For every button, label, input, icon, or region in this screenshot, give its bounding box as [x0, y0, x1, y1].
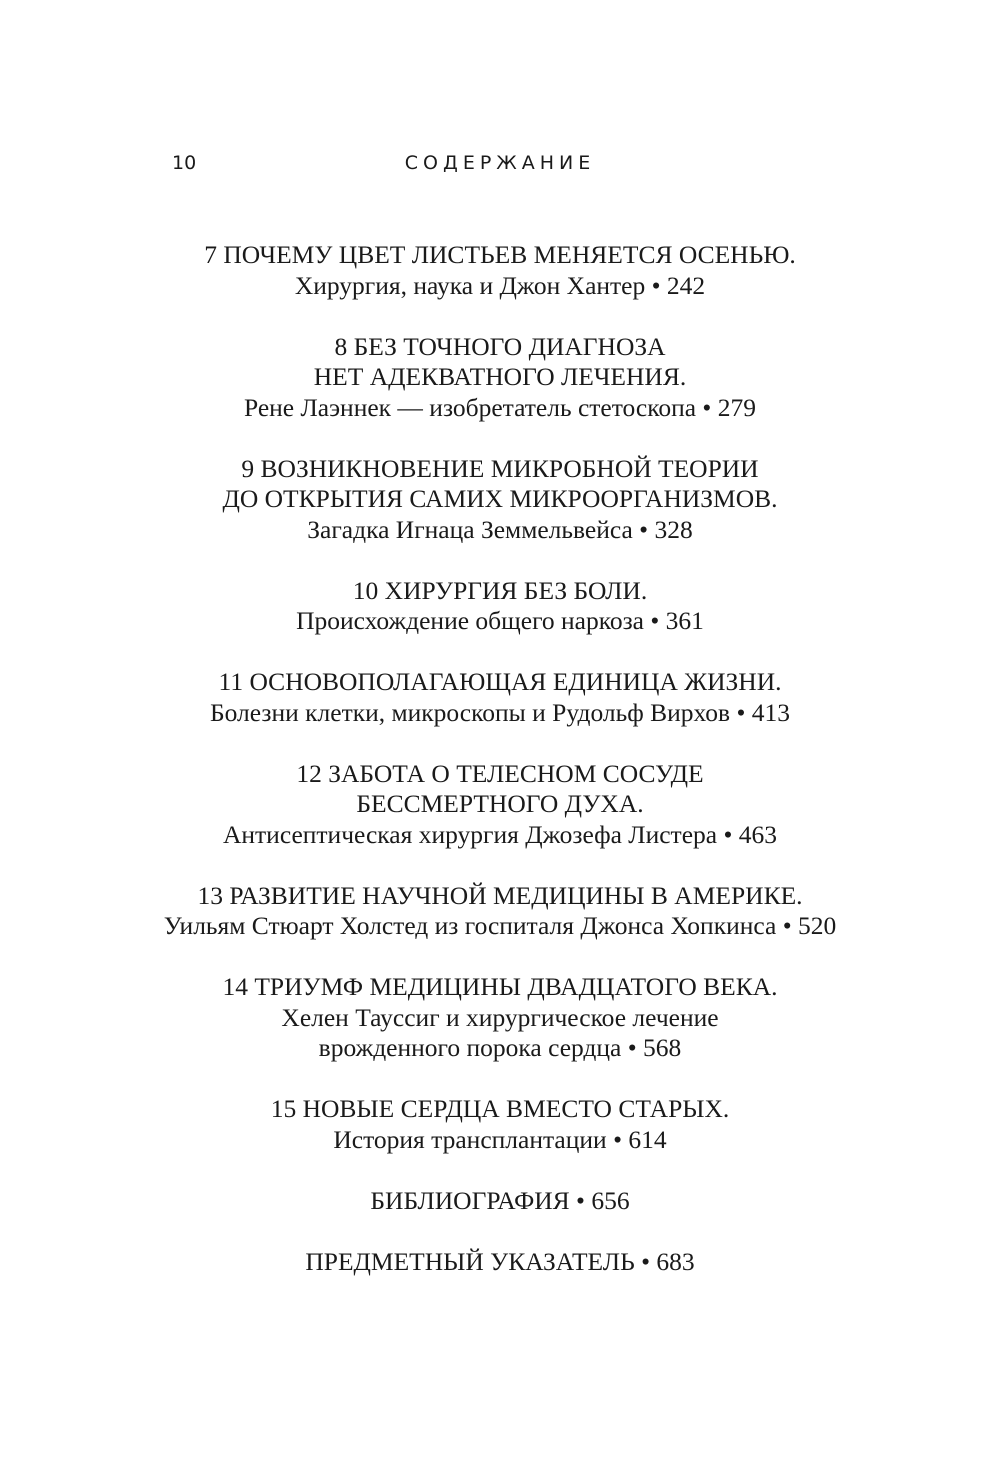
toc-entry-line: 8 БЕЗ ТОЧНОГО ДИАГНОЗА — [334, 331, 666, 361]
toc-entry-chapter-10[interactable] — [100, 576, 900, 637]
toc-entry-line: ПРЕДМЕТНЫЙ УКАЗАТЕЛЬ • 683 — [305, 1246, 695, 1276]
toc-entry-line: Происхождение общего наркоза • 361 — [296, 606, 704, 635]
toc-entry-line: врожденного порока сердца • 568 — [318, 1033, 682, 1062]
toc-entry-line: НЕТ АДЕКВАТНОГО ЛЕЧЕНИЯ. — [313, 362, 687, 391]
toc-entry-chapter-8[interactable] — [100, 332, 900, 424]
toc-entry-bibliography[interactable] — [100, 1186, 900, 1217]
toc-entry-line: 14 ТРИУМФ МЕДИЦИНЫ ДВАДЦАТОГО ВЕКА. — [222, 972, 778, 1001]
toc-entry-line: Загадка Игнаца Земмельвейса • 328 — [307, 514, 693, 544]
toc-entry-line: История трансплантации • 614 — [333, 1124, 667, 1154]
toc-entry-chapter-15[interactable] — [100, 1094, 900, 1155]
toc-entry-line: БИБЛИОГРАФИЯ • 656 — [370, 1185, 630, 1215]
toc-entry-line: 11 ОСНОВОПОЛАГАЮЩАЯ ЕДИНИЦА ЖИЗНИ. — [218, 667, 782, 696]
toc-entry-line: Рене Лаэннек — изобретатель стетоскопа • 279 — [243, 392, 756, 422]
section-title: СОДЕРЖАНИЕ — [404, 152, 596, 174]
toc-entry-chapter-14[interactable] — [100, 972, 900, 1064]
toc-entry-line: Болезни клетки, микроскопы и Рудольф Вирхов • 413 — [209, 697, 791, 727]
toc-entry-line: 9 ВОЗНИКНОВЕНИЕ МИКРОБНОЙ ТЕОРИИ — [241, 453, 759, 483]
toc-entry-chapter-12[interactable] — [100, 759, 900, 851]
toc-entry-chapter-7[interactable] — [100, 240, 900, 301]
toc-entry-chapter-11[interactable] — [100, 667, 900, 728]
running-head — [0, 148, 1000, 178]
toc-entry-line: 15 НОВЫЕ СЕРДЦА ВМЕСТО СТАРЫХ. — [270, 1094, 730, 1123]
toc-entry-line: Антисептическая хирургия Джозефа Листера • 463 — [222, 819, 778, 849]
toc-entry-line: Хирургия, наука и Джон Хантер • 242 — [294, 270, 706, 300]
toc-entry-chapter-13[interactable] — [100, 881, 900, 942]
toc-entry-line: 10 ХИРУРГИЯ БЕЗ БОЛИ. — [352, 575, 648, 605]
toc-entry-chapter-9[interactable] — [100, 454, 900, 546]
toc-entry-line: ДО ОТКРЫТИЯ САМИХ МИКРООРГАНИЗМОВ. — [222, 484, 778, 513]
page-number: 10 — [172, 152, 197, 174]
table-of-contents — [100, 240, 900, 1308]
toc-entry-subject-index[interactable] — [100, 1247, 900, 1278]
toc-entry-line: Хелен Тауссиг и хирургическое лечение — [281, 1002, 719, 1032]
toc-entry-line: БЕССМЕРТНОГО ДУХА. — [356, 789, 644, 818]
toc-entry-line: 12 ЗАБОТА О ТЕЛЕСНОМ СОСУДЕ — [296, 758, 704, 788]
toc-entry-line: 7 ПОЧЕМУ ЦВЕТ ЛИСТЬЕВ МЕНЯЕТСЯ ОСЕНЬЮ. — [204, 240, 796, 269]
toc-entry-line: Уильям Стюарт Холстед из госпиталя Джонса Хопкинса • 520 — [163, 911, 837, 940]
toc-entry-line: 13 РАЗВИТИЕ НАУЧНОЙ МЕДИЦИНЫ В АМЕРИКЕ. — [197, 880, 803, 910]
